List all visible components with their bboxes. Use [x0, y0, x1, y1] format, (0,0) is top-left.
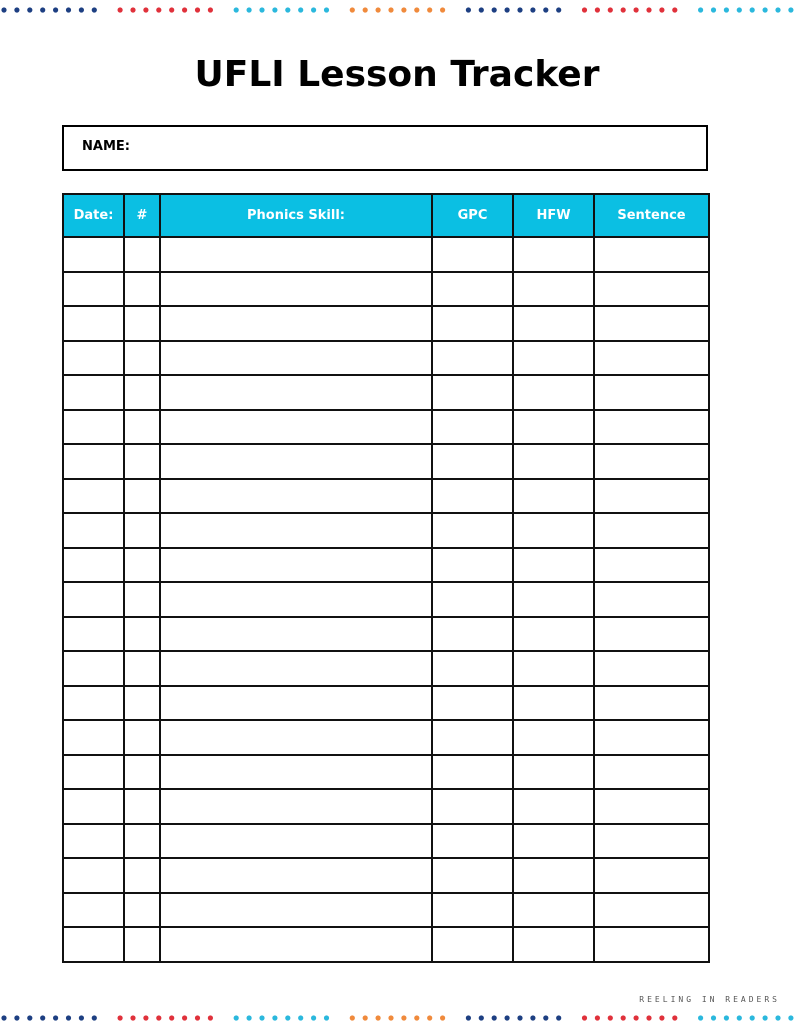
cell-gpc[interactable]	[432, 444, 513, 479]
cell-skill[interactable]	[160, 617, 432, 652]
border-dot	[517, 1015, 522, 1020]
border-dot	[711, 7, 716, 12]
cell-num[interactable]	[124, 375, 160, 410]
border-dot	[182, 1015, 187, 1020]
border-dot	[646, 7, 651, 12]
table-row	[63, 755, 709, 790]
name-field[interactable]	[62, 125, 708, 171]
border-dot	[92, 1015, 97, 1020]
border-dot	[672, 7, 677, 12]
cell-hfw[interactable]	[513, 513, 594, 548]
border-dot	[530, 1015, 535, 1020]
cell-gpc[interactable]	[432, 927, 513, 962]
cell-gpc[interactable]	[432, 272, 513, 307]
table-row	[63, 479, 709, 514]
border-dot	[195, 7, 200, 12]
border-dot	[388, 7, 393, 12]
cell-date[interactable]	[63, 548, 124, 583]
border-dot	[763, 1015, 768, 1020]
border-dot	[775, 7, 780, 12]
cell-hfw[interactable]	[513, 720, 594, 755]
column-header-date: Date:	[63, 194, 124, 237]
border-dot	[595, 7, 600, 12]
table-row	[63, 858, 709, 893]
bottom-dot-border	[0, 1013, 794, 1023]
cell-sentence[interactable]	[594, 651, 709, 686]
border-dot	[156, 1015, 161, 1020]
table-row	[63, 927, 709, 962]
border-dot	[479, 7, 484, 12]
border-dot	[440, 1015, 445, 1020]
cell-skill[interactable]	[160, 341, 432, 376]
border-dot	[118, 1015, 123, 1020]
cell-date[interactable]	[63, 651, 124, 686]
cell-sentence[interactable]	[594, 789, 709, 824]
border-dot	[595, 1015, 600, 1020]
table-row	[63, 720, 709, 755]
border-dot	[775, 1015, 780, 1020]
border-dot	[27, 1015, 32, 1020]
cell-num[interactable]	[124, 651, 160, 686]
border-dot	[169, 7, 174, 12]
border-dot	[698, 7, 703, 12]
cell-date[interactable]	[63, 341, 124, 376]
cell-num[interactable]	[124, 272, 160, 307]
border-dot	[363, 1015, 368, 1020]
border-dot	[737, 1015, 742, 1020]
cell-hfw[interactable]	[513, 686, 594, 721]
border-dot	[311, 1015, 316, 1020]
border-dot	[582, 1015, 587, 1020]
border-dot	[427, 7, 432, 12]
border-dot	[543, 1015, 548, 1020]
border-dot	[143, 1015, 148, 1020]
border-dot	[634, 7, 639, 12]
cell-sentence[interactable]	[594, 410, 709, 445]
cell-hfw[interactable]	[513, 617, 594, 652]
cell-num[interactable]	[124, 479, 160, 514]
border-dot	[711, 1015, 716, 1020]
border-dot	[14, 7, 19, 12]
cell-hfw[interactable]	[513, 410, 594, 445]
cell-sentence[interactable]	[594, 341, 709, 376]
border-dot	[582, 7, 587, 12]
cell-skill[interactable]	[160, 375, 432, 410]
column-header-sentence: Sentence	[594, 194, 709, 237]
cell-hfw[interactable]	[513, 375, 594, 410]
border-dot	[505, 1015, 510, 1020]
cell-hfw[interactable]	[513, 548, 594, 583]
cell-date[interactable]	[63, 444, 124, 479]
table-row	[63, 341, 709, 376]
cell-gpc[interactable]	[432, 548, 513, 583]
border-dot	[324, 1015, 329, 1020]
border-dot	[543, 7, 548, 12]
border-dot	[440, 7, 445, 12]
border-dot	[608, 1015, 613, 1020]
cell-gpc[interactable]	[432, 651, 513, 686]
cell-date[interactable]	[63, 755, 124, 790]
cell-gpc[interactable]	[432, 720, 513, 755]
border-dot	[427, 1015, 432, 1020]
cell-gpc[interactable]	[432, 306, 513, 341]
cell-hfw[interactable]	[513, 893, 594, 928]
cell-gpc[interactable]	[432, 686, 513, 721]
border-dot	[247, 7, 252, 12]
lesson-tracker-table	[62, 193, 710, 963]
cell-hfw[interactable]	[513, 927, 594, 962]
border-dot	[401, 7, 406, 12]
border-dot	[272, 1015, 277, 1020]
border-dot	[530, 7, 535, 12]
border-dot	[672, 1015, 677, 1020]
cell-sentence[interactable]	[594, 237, 709, 272]
border-dot	[27, 7, 32, 12]
cell-sentence[interactable]	[594, 927, 709, 962]
table-body	[63, 237, 709, 962]
border-dot	[14, 1015, 19, 1020]
cell-gpc[interactable]	[432, 237, 513, 272]
border-dot	[659, 7, 664, 12]
cell-skill[interactable]	[160, 755, 432, 790]
table-row	[63, 375, 709, 410]
cell-date[interactable]	[63, 617, 124, 652]
cell-num[interactable]	[124, 824, 160, 859]
border-dot	[169, 1015, 174, 1020]
cell-date[interactable]	[63, 479, 124, 514]
border-dot	[750, 7, 755, 12]
cell-date[interactable]	[63, 789, 124, 824]
cell-num[interactable]	[124, 410, 160, 445]
cell-num[interactable]	[124, 617, 160, 652]
border-dot	[724, 7, 729, 12]
cell-gpc[interactable]	[432, 479, 513, 514]
cell-skill[interactable]	[160, 686, 432, 721]
border-dot	[492, 7, 497, 12]
cell-hfw[interactable]	[513, 755, 594, 790]
border-dot	[40, 1015, 45, 1020]
cell-hfw[interactable]	[513, 272, 594, 307]
cell-sentence[interactable]	[594, 824, 709, 859]
border-dot	[298, 1015, 303, 1020]
table-row	[63, 824, 709, 859]
table-row	[63, 513, 709, 548]
cell-skill[interactable]	[160, 513, 432, 548]
table-row	[63, 548, 709, 583]
page-title: UFLI Lesson Tracker	[194, 54, 600, 95]
cell-sentence[interactable]	[594, 548, 709, 583]
border-dot	[466, 7, 471, 12]
border-dot	[272, 7, 277, 12]
border-dot	[724, 1015, 729, 1020]
border-dot	[517, 7, 522, 12]
border-dot	[414, 7, 419, 12]
border-dot	[259, 7, 264, 12]
cell-skill[interactable]	[160, 789, 432, 824]
cell-skill[interactable]	[160, 272, 432, 307]
cell-num[interactable]	[124, 341, 160, 376]
border-dot	[156, 7, 161, 12]
cell-hfw[interactable]	[513, 858, 594, 893]
cell-num[interactable]	[124, 927, 160, 962]
cell-date[interactable]	[63, 272, 124, 307]
cell-sentence[interactable]	[594, 375, 709, 410]
cell-num[interactable]	[124, 789, 160, 824]
border-dot	[66, 1015, 71, 1020]
name-label: NAME:	[82, 139, 130, 154]
column-header-hfw: HFW	[513, 194, 594, 237]
cell-date[interactable]	[63, 513, 124, 548]
border-dot	[182, 7, 187, 12]
cell-date[interactable]	[63, 237, 124, 272]
border-dot	[195, 1015, 200, 1020]
border-dot	[298, 7, 303, 12]
table-header-row	[63, 194, 709, 237]
cell-num[interactable]	[124, 548, 160, 583]
cell-hfw[interactable]	[513, 824, 594, 859]
cell-date[interactable]	[63, 893, 124, 928]
border-dot	[1, 7, 6, 12]
cell-gpc[interactable]	[432, 617, 513, 652]
border-dot	[698, 1015, 703, 1020]
border-dot	[763, 7, 768, 12]
border-dot	[556, 7, 561, 12]
table-row	[63, 893, 709, 928]
cell-hfw[interactable]	[513, 479, 594, 514]
cell-skill[interactable]	[160, 824, 432, 859]
border-dot	[79, 7, 84, 12]
table-row	[63, 582, 709, 617]
border-dot	[79, 1015, 84, 1020]
table-row	[63, 410, 709, 445]
border-dot	[401, 1015, 406, 1020]
cell-num[interactable]	[124, 858, 160, 893]
cell-skill[interactable]	[160, 237, 432, 272]
cell-skill[interactable]	[160, 306, 432, 341]
border-dot	[143, 7, 148, 12]
cell-gpc[interactable]	[432, 341, 513, 376]
table-row	[63, 651, 709, 686]
cell-gpc[interactable]	[432, 375, 513, 410]
cell-gpc[interactable]	[432, 410, 513, 445]
cell-sentence[interactable]	[594, 513, 709, 548]
cell-num[interactable]	[124, 720, 160, 755]
cell-skill[interactable]	[160, 582, 432, 617]
border-dot	[479, 1015, 484, 1020]
column-header-number: #	[124, 194, 160, 237]
cell-skill[interactable]	[160, 548, 432, 583]
table-row	[63, 686, 709, 721]
cell-num[interactable]	[124, 686, 160, 721]
border-dot	[646, 1015, 651, 1020]
border-dot	[492, 1015, 497, 1020]
border-dot	[556, 1015, 561, 1020]
border-dot	[363, 7, 368, 12]
border-dot	[750, 1015, 755, 1020]
cell-gpc[interactable]	[432, 582, 513, 617]
border-dot	[53, 1015, 58, 1020]
cell-sentence[interactable]	[594, 720, 709, 755]
cell-sentence[interactable]	[594, 582, 709, 617]
cell-num[interactable]	[124, 237, 160, 272]
border-dot	[350, 7, 355, 12]
border-dot	[247, 1015, 252, 1020]
border-dot	[1, 1015, 6, 1020]
cell-gpc[interactable]	[432, 893, 513, 928]
top-dot-border	[0, 5, 794, 15]
cell-date[interactable]	[63, 410, 124, 445]
cell-skill[interactable]	[160, 893, 432, 928]
border-dot	[40, 7, 45, 12]
table-row	[63, 237, 709, 272]
cell-gpc[interactable]	[432, 858, 513, 893]
column-header-gpc: GPC	[432, 194, 513, 237]
border-dot	[659, 1015, 664, 1020]
border-dot	[376, 7, 381, 12]
cell-sentence[interactable]	[594, 617, 709, 652]
cell-num[interactable]	[124, 755, 160, 790]
cell-date[interactable]	[63, 375, 124, 410]
border-dot	[788, 7, 793, 12]
cell-sentence[interactable]	[594, 893, 709, 928]
border-dot	[234, 7, 239, 12]
cell-sentence[interactable]	[594, 686, 709, 721]
cell-hfw[interactable]	[513, 651, 594, 686]
border-dot	[608, 7, 613, 12]
cell-sentence[interactable]	[594, 272, 709, 307]
footer-brand: REELING IN READERS	[639, 995, 780, 1004]
border-dot	[350, 1015, 355, 1020]
cell-sentence[interactable]	[594, 306, 709, 341]
table-row	[63, 444, 709, 479]
border-dot	[376, 1015, 381, 1020]
border-dot	[259, 1015, 264, 1020]
border-dot	[130, 7, 135, 12]
table-row	[63, 617, 709, 652]
column-header-phonics-skill: Phonics Skill:	[160, 194, 432, 237]
cell-date[interactable]	[63, 306, 124, 341]
border-dot	[130, 1015, 135, 1020]
border-dot	[737, 7, 742, 12]
cell-gpc[interactable]	[432, 513, 513, 548]
cell-sentence[interactable]	[594, 479, 709, 514]
border-dot	[466, 1015, 471, 1020]
table-row	[63, 306, 709, 341]
cell-date[interactable]	[63, 582, 124, 617]
cell-num[interactable]	[124, 582, 160, 617]
cell-gpc[interactable]	[432, 755, 513, 790]
cell-sentence[interactable]	[594, 755, 709, 790]
cell-num[interactable]	[124, 444, 160, 479]
border-dot	[285, 7, 290, 12]
border-dot	[324, 7, 329, 12]
cell-hfw[interactable]	[513, 444, 594, 479]
border-dot	[118, 7, 123, 12]
cell-gpc[interactable]	[432, 789, 513, 824]
cell-skill[interactable]	[160, 720, 432, 755]
border-dot	[311, 7, 316, 12]
cell-sentence[interactable]	[594, 444, 709, 479]
cell-date[interactable]	[63, 720, 124, 755]
border-dot	[234, 1015, 239, 1020]
border-dot	[66, 7, 71, 12]
cell-hfw[interactable]	[513, 582, 594, 617]
border-dot	[505, 7, 510, 12]
cell-date[interactable]	[63, 858, 124, 893]
cell-sentence[interactable]	[594, 858, 709, 893]
table-row	[63, 272, 709, 307]
border-dot	[53, 7, 58, 12]
cell-num[interactable]	[124, 513, 160, 548]
border-dot	[92, 7, 97, 12]
cell-hfw[interactable]	[513, 789, 594, 824]
cell-skill[interactable]	[160, 651, 432, 686]
table-row	[63, 789, 709, 824]
border-dot	[621, 7, 626, 12]
cell-date[interactable]	[63, 686, 124, 721]
cell-num[interactable]	[124, 306, 160, 341]
cell-date[interactable]	[63, 927, 124, 962]
cell-date[interactable]	[63, 824, 124, 859]
cell-skill[interactable]	[160, 927, 432, 962]
border-dot	[208, 1015, 213, 1020]
cell-hfw[interactable]	[513, 341, 594, 376]
border-dot	[388, 1015, 393, 1020]
border-dot	[414, 1015, 419, 1020]
border-dot	[621, 1015, 626, 1020]
cell-skill[interactable]	[160, 858, 432, 893]
cell-num[interactable]	[124, 893, 160, 928]
cell-skill[interactable]	[160, 444, 432, 479]
border-dot	[634, 1015, 639, 1020]
border-dot	[788, 1015, 793, 1020]
cell-skill[interactable]	[160, 410, 432, 445]
cell-gpc[interactable]	[432, 824, 513, 859]
cell-skill[interactable]	[160, 479, 432, 514]
cell-hfw[interactable]	[513, 306, 594, 341]
cell-hfw[interactable]	[513, 237, 594, 272]
border-dot	[208, 7, 213, 12]
border-dot	[285, 1015, 290, 1020]
